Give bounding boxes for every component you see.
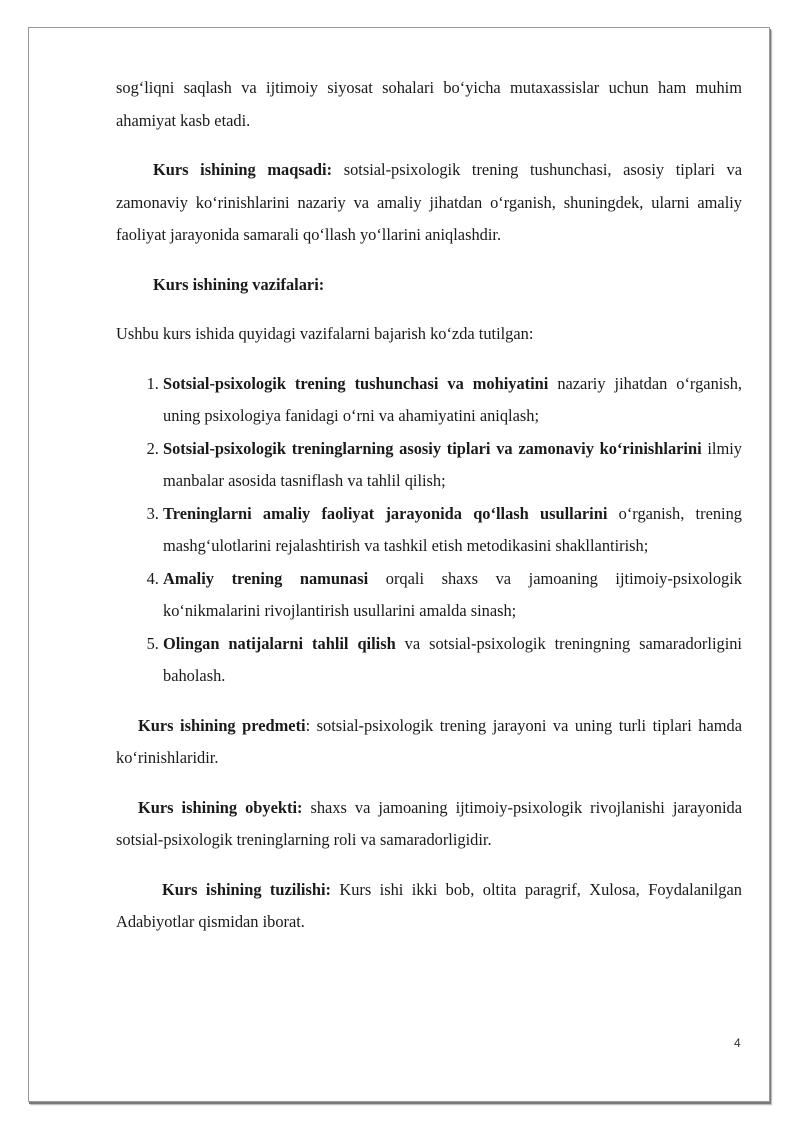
tasks-intro: Ushbu kurs ishida quyidagi vazifalarni bajarish ko‘zda tutilgan: — [116, 324, 534, 343]
list-item: 2. Sotsial-psixologik treninglarning asosiy tiplari va zamonaviy ko‘rinishlarini ilmiy manbalar asosida tasniflash va tahlil qilish; — [163, 433, 742, 498]
goal-paragraph — [116, 154, 742, 252]
subject-label: Kurs ishining predmeti — [138, 715, 306, 735]
structure-text: Kurs ishi ikki bob, oltita paragrif, Xulosa, Foydalanilgan Adabiyotlar qismidan iborat. — [116, 879, 742, 931]
object-paragraph — [116, 792, 742, 857]
tasks-list — [116, 368, 742, 693]
goal-text: sotsial-psixologik trening tushunchasi, asosiy tiplari va zamonaviy ko‘rinishlarini nazariy va amaliy jihatdan o‘rganish, shuningdek, ularni amaliy faoliyat jarayonida samarali qo‘llash yo‘llarini aniqlashdir. — [116, 160, 742, 244]
list-item: 3. Treninglarni amaliy faoliyat jarayonida qo‘llash usullarini o‘rganish, trening mashg‘ulotlarini rejalashtirish va tashkil etish metodikasini shakllantirish; — [163, 498, 742, 563]
structure-label: Kurs ishining tuzilishi: — [162, 879, 331, 899]
list-item: 5. Olingan natijalarni tahlil qilish va sotsial-psixologik treningning samaradorligini baholash. — [163, 628, 742, 693]
subject-paragraph — [116, 710, 742, 775]
intro-paragraph: sog‘liqni saqlash va ijtimoiy siyosat sohalari bo‘yicha mutaxassislar uchun ham muhim ahamiyat kasb etadi. — [116, 78, 742, 130]
page-number: 4 — [734, 1036, 741, 1050]
structure-paragraph — [116, 874, 742, 939]
list-item: 1. Sotsial-psixologik trening tushunchasi va mohiyatini nazariy jihatdan o‘rganish, uning psixologiya fanidagi o‘rni va ahamiyatini aniqlash; — [163, 368, 742, 433]
document-body — [116, 72, 742, 939]
list-item: 4. Amaliy trening namunasi orqali shaxs va jamoaning ijtimoiy-psixologik ko‘nikmalarini rivojlantirish usullarini amalda sinash; — [163, 563, 742, 628]
goal-label: Kurs ishining maqsadi: — [153, 160, 333, 179]
subject-text: : sotsial-psixologik trening jarayoni va uning turli tiplari hamda ko‘rinishlaridir. — [116, 715, 742, 767]
tasks-heading: Kurs ishining vazifalari: — [153, 274, 325, 294]
object-label: Kurs ishining obyekti: — [138, 797, 303, 817]
object-text: shaxs va jamoaning ijtimoiy-psixologik rivojlanishi jarayonida sotsial-psixologik treninglarning roli va samaradorligidir. — [116, 797, 742, 849]
